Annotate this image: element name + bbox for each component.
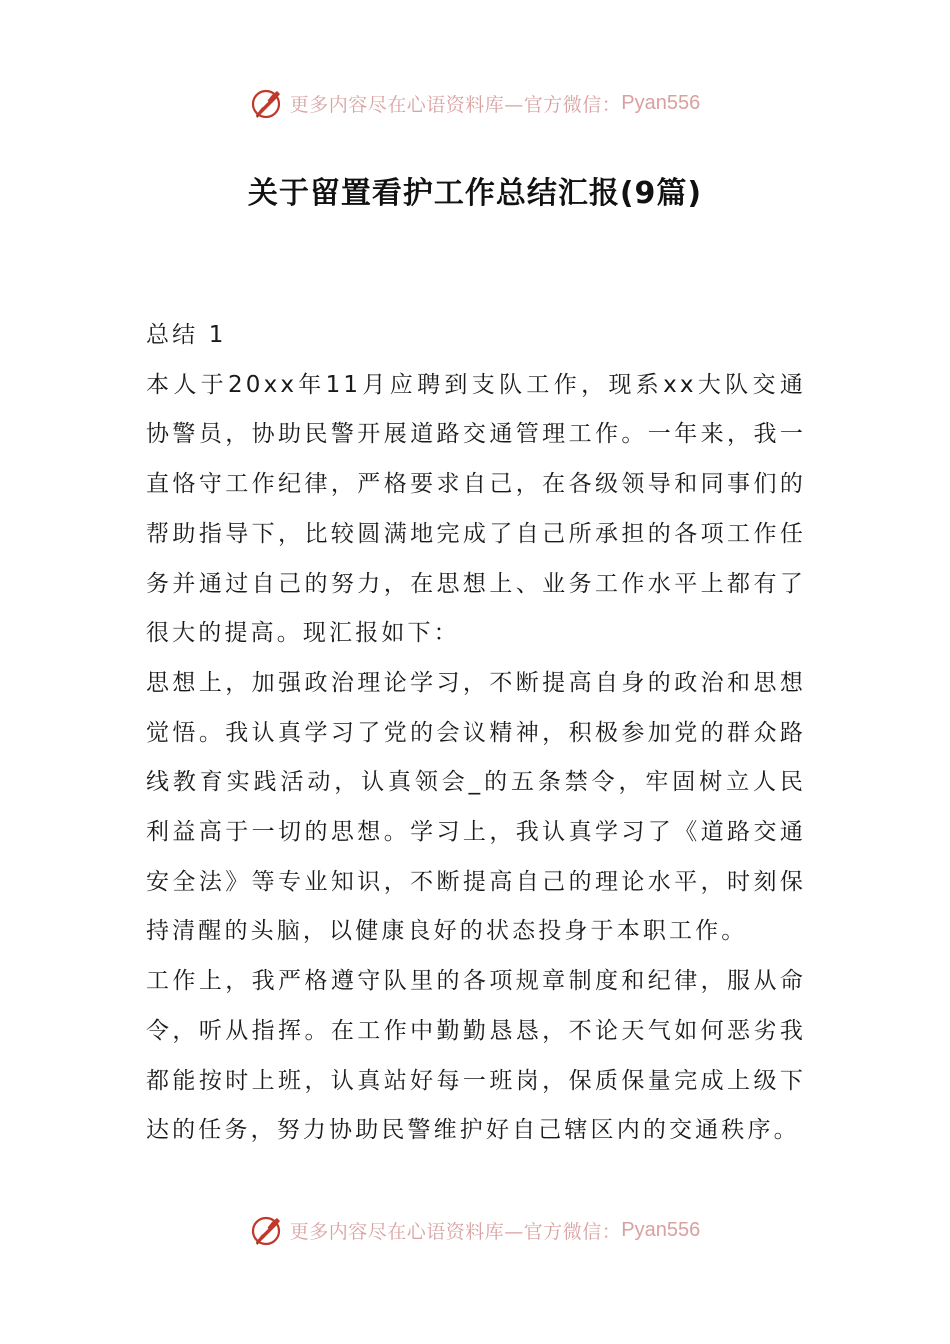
watermark-text: 更多内容尽在心语资料库—官方微信： [289,93,622,116]
section-heading: 总结 1 [146,322,227,348]
watermark-text: 更多内容尽在心语资料库—官方微信： [289,1220,622,1243]
document-title: 关于留置看护工作总结汇报(9篇) [247,176,703,211]
watermark-wechat-id: Pyan556 [621,1218,701,1241]
watermark-wechat-id: Pyan556 [621,91,701,114]
body-paragraph: 思想上，加强政治理论学习，不断提高自身的政治和思想觉悟。我认真学习了党的会议精神，积极参加党的群众路线教育实践活动，认真领会_的五条禁令，牢固树立人民利益高于一切的思想。学习上，我认真学习了《道路交通安全法》等专业知识，不断提高自己的理论水平，时刻保持清醒的头脑，以健康良好的状态投身于本职工作。 [146,669,806,945]
pen-logo-icon [250,85,286,121]
footer-watermark-banner [0,1205,950,1255]
body-paragraph: 工作上，我严格遵守队里的各项规章制度和纪律，服从命令，听从指挥。在工作中勤勤恳恳，不论天气如何恶劣我都能按时上班，认真站好每一班岗，保质保量完成上级下达的任务，努力协助民警维护好自己辖区内的交通秩序。 [146,968,806,1144]
pen-logo-icon [250,1212,286,1248]
body-paragraph: 本人于20xx年11月应聘到支队工作，现系xx大队交通协警员，协助民警开展道路交通管理工作。一年来，我一直恪守工作纪律，严格要求自己，在各级领导和同事们的帮助指导下，比较圆满地完成了自己所承担的各项工作任务并通过自己的努力，在思想上、业务工作水平上都有了很大的提高。现汇报如下： [146,371,806,647]
document-body [146,311,806,1156]
header-watermark-banner [0,78,950,128]
